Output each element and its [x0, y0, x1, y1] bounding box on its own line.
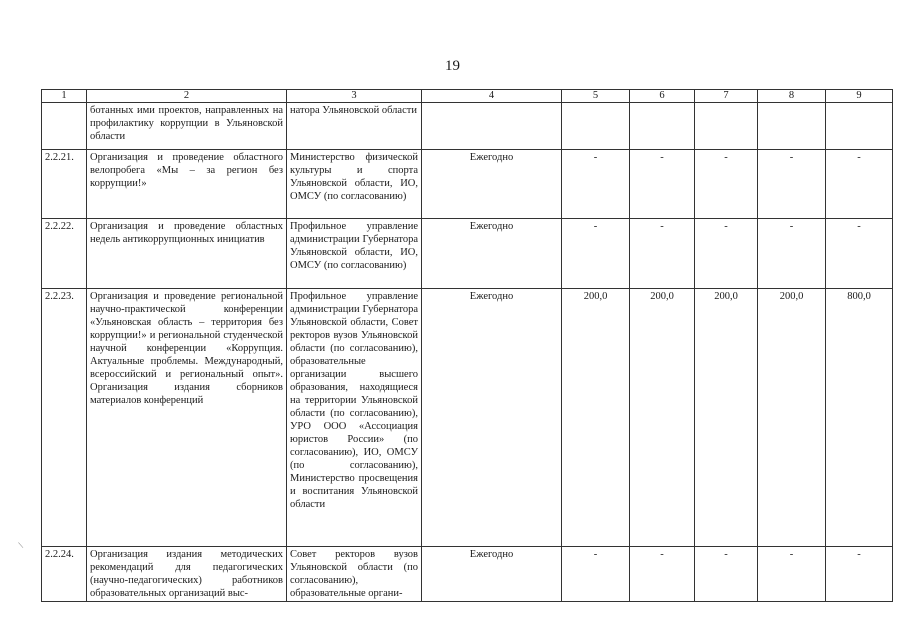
table-row — [42, 547, 893, 602]
value-cell: - — [826, 547, 893, 602]
activity-cell: Организация и проведение областного велопробега «Мы – за регион без коррупции!» — [87, 150, 287, 219]
item-number: 2.2.23. — [42, 289, 87, 547]
value-cell: - — [758, 150, 826, 219]
value-cell: - — [758, 219, 826, 289]
value-cell: 200,0 — [758, 289, 826, 547]
column-header: 1 — [42, 90, 87, 103]
value-cell: - — [630, 219, 695, 289]
value-cell: - — [630, 150, 695, 219]
period-cell: Ежегодно — [422, 219, 562, 289]
column-header: 4 — [422, 90, 562, 103]
executor-cell: Профильное управление администрации Губернатора Ульяновской области, ИО, ОМСУ (по согласованию) — [287, 219, 422, 289]
value-cell: - — [562, 150, 630, 219]
value-cell: - — [695, 547, 758, 602]
value-cell — [695, 103, 758, 150]
period-cell: Ежегодно — [422, 547, 562, 602]
column-header: 8 — [758, 90, 826, 103]
value-cell: - — [630, 547, 695, 602]
value-cell — [630, 103, 695, 150]
value-cell — [758, 103, 826, 150]
value-cell: - — [695, 150, 758, 219]
value-cell: - — [826, 150, 893, 219]
column-number-row — [42, 90, 893, 103]
value-cell — [562, 103, 630, 150]
executor-cell: натора Ульяновской области — [287, 103, 422, 150]
column-header: 3 — [287, 90, 422, 103]
column-header: 7 — [695, 90, 758, 103]
table-row — [42, 103, 893, 150]
column-header: 6 — [630, 90, 695, 103]
table-row — [42, 219, 893, 289]
item-number: 2.2.24. — [42, 547, 87, 602]
period-cell: Ежегодно — [422, 289, 562, 547]
page-number: 19 — [445, 58, 460, 74]
value-cell: - — [758, 547, 826, 602]
table-row — [42, 150, 893, 219]
executor-cell: Профильное управление администрации Губернатора Ульяновской области, Совет ректоров вузов Ульяновской области (по согласованию), образовательные организации высшего образования, находящиеся на территории Ульяновской области (по согласованию), УРО ООО «Ассоциация юристов России» (по согласованию), ИО, ОМСУ (по согласованию), Министерство просвещения и воспитания Ульяновской области — [287, 289, 422, 547]
value-cell: 200,0 — [562, 289, 630, 547]
value-cell — [826, 103, 893, 150]
activity-cell: ботанных ими проектов, направленных на профилактику коррупции в Ульяновской области — [87, 103, 287, 150]
executor-cell: Совет ректоров вузов Ульяновской области (по согласованию), образовательные органи- — [287, 547, 422, 602]
scan-mark: / — [15, 541, 27, 550]
item-number: 2.2.22. — [42, 219, 87, 289]
value-cell: 200,0 — [630, 289, 695, 547]
item-number — [42, 103, 87, 150]
column-header: 2 — [87, 90, 287, 103]
value-cell: - — [562, 219, 630, 289]
period-cell — [422, 103, 562, 150]
item-number: 2.2.21. — [42, 150, 87, 219]
column-header: 9 — [826, 90, 893, 103]
value-cell: 200,0 — [695, 289, 758, 547]
period-cell: Ежегодно — [422, 150, 562, 219]
activity-cell: Организация и проведение региональной научно-практической конференции «Ульяновская область – территория без коррупции!» и региональной студенческой научной конференции «Коррупция. Актуальные проблемы. Международный, всероссийский и региональный опыт». Организация издания сборников материалов конференций — [87, 289, 287, 547]
column-header: 5 — [562, 90, 630, 103]
measures-table — [41, 89, 893, 602]
activity-cell: Организация и проведение областных недель антикоррупционных инициатив — [87, 219, 287, 289]
activity-cell: Организация издания методических рекомендаций для педагогических (научно-педагогических) работников образовательных организаций выс- — [87, 547, 287, 602]
value-cell: - — [695, 219, 758, 289]
table-row — [42, 289, 893, 547]
value-cell: - — [826, 219, 893, 289]
value-cell: 800,0 — [826, 289, 893, 547]
value-cell: - — [562, 547, 630, 602]
executor-cell: Министерство физической культуры и спорта Ульяновской области, ИО, ОМСУ (по согласованию) — [287, 150, 422, 219]
